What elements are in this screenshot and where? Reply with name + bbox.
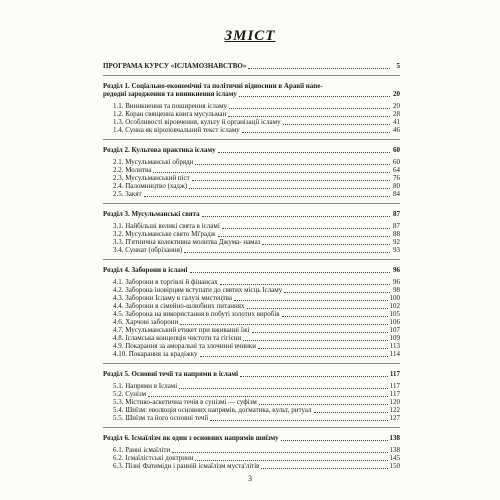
toc-item [103,446,400,454]
page-number-footer: 3 [248,474,252,483]
toc-page-number: 117 [389,370,400,378]
dot-leader [314,412,388,413]
page-title: ЗМІСТ [224,28,276,44]
dot-leader [234,300,387,301]
toc-item-label: 4.1. Заборони в торгівлі й фінансах [113,278,218,286]
dot-leader [228,116,390,117]
section-divider [103,427,400,428]
toc-item-label: 4.4. Заборони в сімейно-шлюбних питаннях [113,302,245,310]
toc-item [103,398,400,406]
toc-page-number: 117 [389,390,400,398]
toc-item-label: 4.2. Заборона іновірцям вступати до святих місць Ісламу [113,286,283,294]
toc-page-number: 41 [393,118,400,126]
toc-page-number: 100 [389,294,400,302]
toc-page-number: 96 [393,278,400,286]
dot-leader [172,452,387,453]
dot-leader [144,196,390,197]
dot-leader [229,108,390,109]
toc-page-number: 28 [393,110,400,118]
toc-item-label: 4.3. Заборони Ісламу в галузі мистецтва [113,294,233,302]
toc-page-number: 107 [389,326,400,334]
toc-program-row [103,62,400,70]
toc-item [103,302,400,310]
toc-item [103,406,400,414]
dot-leader [189,188,390,189]
dot-leader [180,324,387,325]
toc-item-label: 4.7. Мусульманський етикет при вживанні їжі [113,326,250,334]
dot-leader [284,292,390,293]
toc-item-label: 3.1. Найбільші великі свята в ісламі [113,222,220,230]
toc-item [103,230,400,238]
toc-page-number: 96 [393,266,400,274]
dot-leader [252,332,388,333]
toc-section-heading [103,146,400,154]
toc-item [103,318,400,326]
toc-page-number: 114 [389,350,400,358]
toc-page-number: 122 [389,406,400,414]
toc-section-label: Розділ 2. Культова практика ісламу [103,146,216,154]
toc-item-label: 2.3. Мусульманський піст [113,174,190,182]
toc-section-label: Розділ 5. Основні течії та напрями в ісламі [103,370,239,378]
section-divider [103,363,400,364]
toc-item-label: 2.1. Мусульманські обряди [113,158,194,166]
toc-item-label: 6.3. Пізні Фатиміди і ранній ісмаїлізм муста'літів [113,462,260,470]
toc-page-number: 145 [389,454,400,462]
toc-item-label: 1.3. Особливості віровчення, культу й організації ісламу [113,118,281,126]
toc-page-number: 93 [393,246,400,254]
toc-item-label: 6.1. Ранні ісмаїліти [113,446,171,454]
dot-leader [283,124,390,125]
dot-leader [220,284,390,285]
toc-item [103,102,400,110]
toc-item [103,382,400,390]
dot-leader [195,164,390,165]
toc-page-number: 60 [393,146,400,154]
section-divider [103,75,400,76]
toc-item [103,182,400,190]
toc-section-label: Розділ 6. Ісмаїлізм як один з основних напрямів шиїзму [103,434,279,442]
dot-leader [184,252,390,253]
dot-leader [179,388,388,389]
dot-leader [192,180,390,181]
toc-item [103,166,400,174]
toc-item [103,110,400,118]
toc-item [103,342,400,350]
dot-leader [218,152,390,153]
toc-item [103,414,400,422]
toc-page-number: 150 [389,462,400,470]
toc-page-number: 138 [389,446,400,454]
toc-page-number: 102 [389,302,400,310]
toc-item-label: 6.2. Ісмаїлістські доктрини [113,454,194,462]
dot-leader [153,172,390,173]
toc-section-heading-line1: Розділ 1. Соціально-економічні та політичні відносини в Аравії напе- [103,82,323,90]
toc-item [103,294,400,302]
toc-section-heading [103,266,400,274]
toc-item-label: 3.2. Мусульманське свято Мі'радж [113,230,216,238]
dot-leader [261,468,387,469]
toc-program-label: ПРОГРАМА КУРСУ «ІСЛАМОЗНАВСТВО» [103,62,247,70]
toc-page-number: 20 [393,102,400,110]
toc-page-number: 127 [389,414,400,422]
toc-item [103,190,400,198]
toc-item-label: 4.6. Харчові заборони [113,318,179,326]
toc-item-label: 4.9. Покарання за аморальні та злочинні вчинки [113,342,256,350]
toc-item [103,454,400,462]
dot-leader [259,404,388,405]
section-divider [103,259,400,260]
toc-item-label: 4.5. Заборона на використання в побуті золотих виробів [113,310,280,318]
dot-leader [202,216,390,217]
toc-item-label: 4.8. Ісламська концепція чистоти та гігієни [113,334,242,342]
toc-section-heading [103,82,400,98]
toc-page-number: 20 [393,90,400,98]
toc-item [103,222,400,230]
dot-leader [190,272,391,273]
toc-page-number: 120 [389,398,400,406]
dot-leader [243,340,387,341]
dot-leader [239,96,390,97]
toc-page-number: 106 [389,318,400,326]
toc-item-label: 1.4. Сунна як віроповчальний текст ісламу [113,126,240,134]
toc-item [103,310,400,318]
toc-section-heading-line2: редодні зародження та виникнення ісламу [103,90,237,98]
toc-page-number: 60 [393,158,400,166]
toc-item [103,246,400,254]
toc-item [103,118,400,126]
toc-section-label: Розділ 3. Мусульманські свята [103,210,200,218]
toc-item-label: 3.3. П'ятнична колективна молитва Джума- намаз [113,238,261,246]
toc-item-label: 2.5. Закят [113,190,142,198]
toc-item [103,278,400,286]
toc-section-heading [103,370,400,378]
dot-leader [240,376,388,377]
toc-item [103,334,400,342]
dot-leader [218,236,390,237]
toc-item [103,238,400,246]
toc-item-label: 5.3. Містико-аскетична течія в сунізмі — суфізм [113,398,257,406]
toc-item [103,390,400,398]
dot-leader [282,316,388,317]
dot-leader [195,460,387,461]
dot-leader [281,440,388,441]
toc-item [103,158,400,166]
toc-page-number: 84 [393,190,400,198]
dot-leader [242,132,390,133]
toc-page-number: 92 [393,238,400,246]
toc-item-label: 2.4. Паломництво (хадж) [113,182,188,190]
dot-leader [210,420,387,421]
dot-leader [258,348,388,349]
toc-page-number: 105 [389,310,400,318]
toc-item [103,126,400,134]
toc-item [103,462,400,470]
toc-item-label: 1.1. Виникнення та поширення ісламу [113,102,227,110]
toc-page-number: 88 [393,230,400,238]
toc-item [103,350,400,358]
toc-item [103,174,400,182]
toc-page-number: 46 [393,126,400,134]
toc-page-number: 5 [396,62,400,70]
dot-leader [222,228,390,229]
toc-page-number: 109 [389,334,400,342]
toc-page-number: 113 [389,342,400,350]
dot-leader [200,356,388,357]
toc-page-number: 138 [389,434,400,442]
toc-item-label: 4.10. Покарання за крадіжку [113,350,198,358]
dot-leader [248,68,390,69]
dot-leader [262,244,390,245]
toc-page-number: 76 [393,174,400,182]
toc-page-number: 80 [393,182,400,190]
toc-item-label: 1.2. Коран священна книга мусульман [113,110,227,118]
toc-item-label: 5.4. Шиїзм: еволюція основних напрямів, догматика, культ, ритуал [113,406,312,414]
toc-section-label: Розділ 4. Заборони в ісламі [103,266,188,274]
table-of-contents [103,62,400,470]
toc-item-label: 5.2. Сунізм [113,390,147,398]
toc-page-number: 98 [393,286,400,294]
toc-item-label: 5.5. Шиїзм та його основні течії [113,414,209,422]
toc-item [103,326,400,334]
toc-item-label: 5.1. Напрями в Ісламі [113,382,178,390]
toc-page-number: 87 [393,222,400,230]
toc-section-heading [103,434,400,442]
section-divider [103,203,400,204]
dot-leader [148,396,388,397]
toc-page-number: 117 [389,382,400,390]
section-divider [103,139,400,140]
toc-item [103,286,400,294]
toc-page-number: 64 [393,166,400,174]
toc-section-heading [103,210,400,218]
dot-leader [247,308,388,309]
toc-item-label: 3.4. Суннат (обрізання) [113,246,183,254]
toc-page-number: 87 [393,210,400,218]
toc-item-label: 2.2. Молитва [113,166,152,174]
